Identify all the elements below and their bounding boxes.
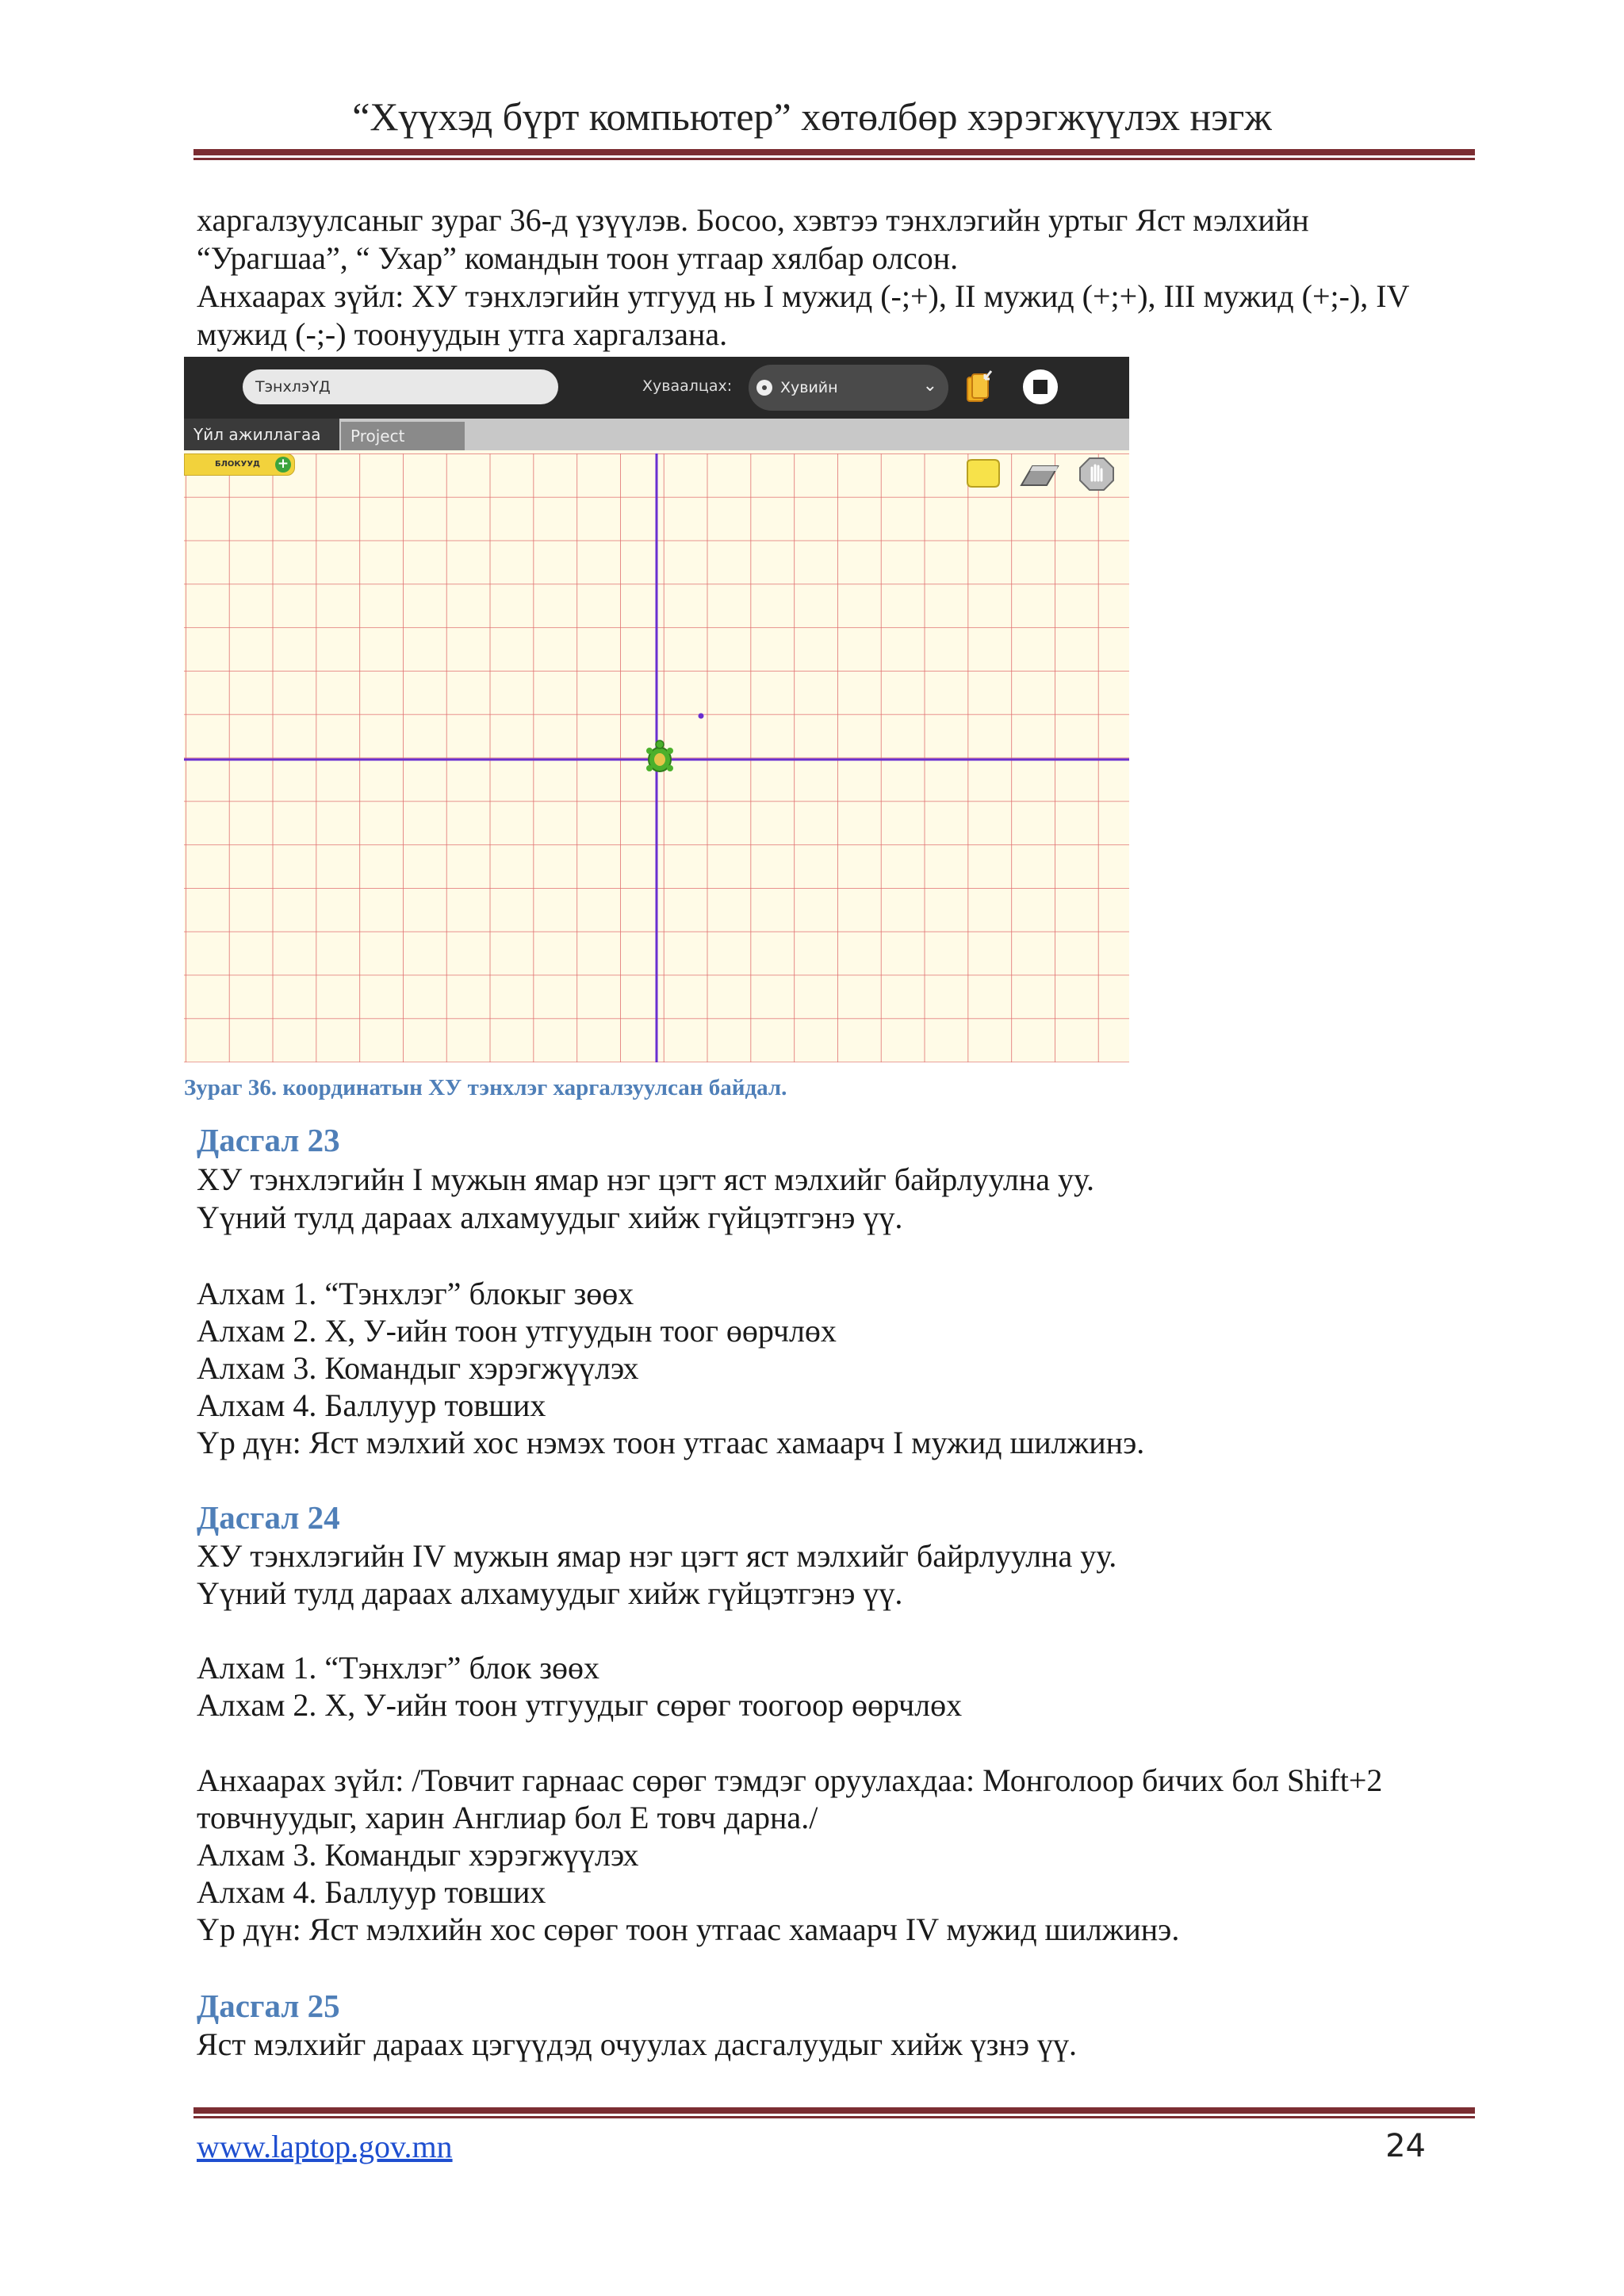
exercise-23-title: Дасгал 23 [197, 1122, 340, 1158]
eraser-icon[interactable] [1018, 458, 1061, 490]
ex24-line: ХУ тэнхлэгийн IV мужын ямар нэг цэгт яст мэлхийг байрлуулна уу. [197, 1538, 1117, 1574]
intro-line-3: Анхаарах зүйл: ХУ тэнхлэгийн утгууд нь I мужид (-;+), II мужид (+;+), III мужид (+;-), IV [197, 278, 1410, 314]
share-select-value: Хувийн [780, 379, 838, 396]
stop-icon[interactable] [1017, 363, 1064, 411]
share-select[interactable] [749, 365, 948, 411]
ex24-note: Анхаарах зүйл: /Товчит гарнаас сөрөг тэмдэг оруулахдаа: Монголоор бичих бол Shift+2 [197, 1762, 1383, 1798]
ex23-step: Алхам 4. Баллуур товших [197, 1387, 546, 1423]
tab-project[interactable]: Project [341, 422, 465, 450]
ex23-result: Үр дүн: Яст мэлхий хос нэмэх тоон утгаас хамаарч I мужид шилжинэ. [197, 1425, 1145, 1460]
ex24-step: Алхам 4. Баллуур товших [197, 1874, 546, 1910]
chevron-down-icon: ⌄ [922, 376, 937, 396]
point-marker [699, 714, 704, 719]
clear-icon[interactable] [963, 458, 1004, 490]
hand-stop-icon[interactable] [1078, 457, 1115, 492]
tab-activity[interactable]: Үйл ажиллагаа [184, 419, 339, 450]
footer-divider [193, 2107, 1475, 2118]
exercise-25-title: Дасгал 25 [197, 1988, 340, 2024]
footer-website-link[interactable]: www.laptop.gov.mn [197, 2129, 453, 2164]
exercise-24-title: Дасгал 24 [197, 1499, 340, 1536]
ex24-step: Алхам 1. “Тэнхлэг” блок зөөх [197, 1650, 599, 1686]
document-header-title: “Хүүхэд бүрт компьютер” хөтөлбөр хэрэгжүүлэх нэгж [352, 94, 1272, 139]
ex24-note: товчнуудыг, харин Англиар бол E товч дарна./ [197, 1800, 818, 1835]
search-input[interactable] [243, 369, 558, 404]
ex24-result: Үр дүн: Яст мэлхийн хос сөрөг тоон утгаас хамаарч IV мужид шилжинэ. [197, 1911, 1180, 1947]
intro-line-1: харгалзуулсаныг зураг 36-д үзүүлэв. Босоо, хэвтээ тэнхлэгийн уртыг Яст мэлхийн [197, 202, 1309, 238]
header-divider [193, 149, 1475, 160]
blocks-palette-tab[interactable] [184, 453, 295, 476]
figure-caption: Зураг 36. координатын ХУ тэнхлэг харгалзуулсан байдал. [184, 1075, 787, 1100]
grid-drawing [184, 453, 1129, 1062]
intro-line-2: “Урагшаа”, “ Ухар” командын тоон утгаар хялбар олсон. [197, 240, 959, 276]
ex24-step: Алхам 3. Командыг хэрэгжүүлэх [197, 1837, 639, 1873]
ex23-step: Алхам 2. X, У-ийн тоон утгуудын тоог өөрчлөх [197, 1313, 837, 1349]
search-text: ТэнхлэҮД [255, 378, 331, 396]
turtle-canvas[interactable] [184, 453, 1129, 1062]
ex24-line: Үүний тулд дараах алхамуудыг хийж гүйцэтгэнэ үү. [197, 1575, 903, 1611]
ex24-step: Алхам 2. X, У-ийн тоон утгуудыг сөрөг тоогоор өөрчлөх [197, 1687, 963, 1723]
private-icon [756, 380, 772, 396]
intro-line-4: мужид (-;-) тоонуудын утга харгалзана. [197, 316, 728, 352]
turtle-app-screenshot [184, 357, 1129, 1062]
ex23-step: Алхам 3. Командыг хэрэгжүүлэх [197, 1350, 639, 1386]
ex25-line: Яст мэлхийг дараах цэгүүдэд очуулах дасгалуудыг хийж үзнэ үү. [197, 2026, 1078, 2062]
add-icon[interactable]: + [275, 457, 291, 473]
ex23-line: ХУ тэнхлэгийн I мужын ямар нэг цэгт яст мэлхийг байрлуулна уу. [197, 1161, 1095, 1197]
page-number: 24 [1385, 2128, 1426, 2164]
app-toolbar [184, 357, 1129, 419]
journal-icon[interactable] [956, 363, 1004, 411]
ex23-line: Үүний тулд дараах алхамуудыг хийж гүйцэтгэнэ үү. [197, 1200, 903, 1235]
share-label: Хуваалцах: [642, 377, 733, 395]
ex23-step: Алхам 1. “Тэнхлэг” блокыг зөөх [197, 1276, 634, 1311]
app-tabbar [184, 419, 1129, 450]
blocks-label: БЛОКУУД [215, 460, 260, 469]
